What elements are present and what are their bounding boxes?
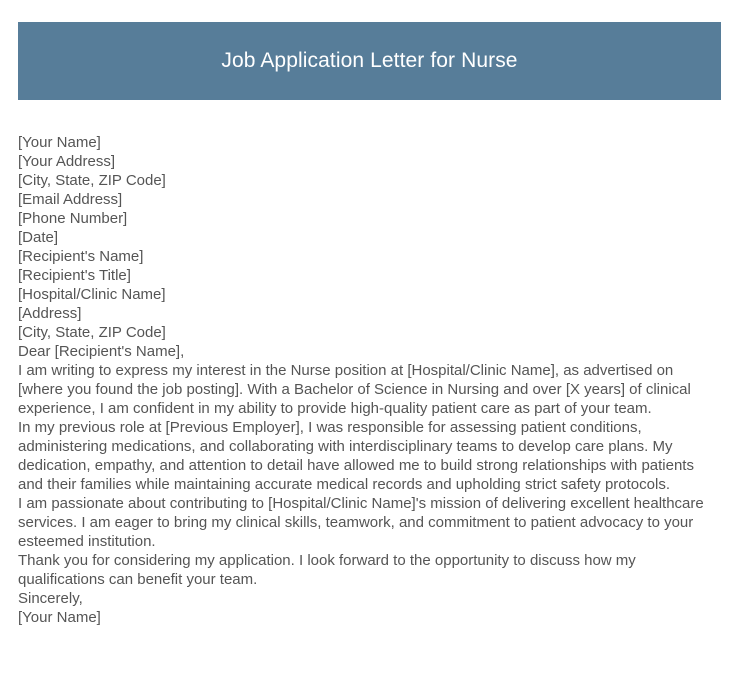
letter-line: [Email Address] xyxy=(18,191,123,208)
letter-line: [Your Name] xyxy=(18,134,101,151)
letter-closing: Sincerely, xyxy=(18,590,83,607)
letter-salutation: Dear [Recipient's Name], xyxy=(18,343,185,360)
letter-paragraph: In my previous role at [Previous Employer], I was responsible for assessing patient conditions, administering medications, and collaborating with interdisciplinary teams to develop care plans. My dedication, empathy, and attention to detail have allowed me to build strong relationships with patients and their families while maintaining accurate medical records and upholding strict safety protocols. xyxy=(18,419,694,493)
letter-line: [Address] xyxy=(18,305,82,322)
letter-line: [City, State, ZIP Code] xyxy=(18,172,166,189)
document-title-banner xyxy=(18,22,721,100)
letter-line: [Date] xyxy=(18,229,59,246)
letter-line: [City, State, ZIP Code] xyxy=(18,324,166,341)
letter-line: [Your Address] xyxy=(18,153,116,170)
letter-paragraph: I am writing to express my interest in the Nurse position at [Hospital/Clinic Name], as advertised on [where you found the job posting]. With a Bachelor of Science in Nursing and over [X years] of clinical experience, I am confident in my ability to provide high-quality patient care as part of your team. xyxy=(18,362,691,417)
letter-paragraph: Thank you for considering my application. I look forward to the opportunity to discuss how my qualifications can benefit your team. xyxy=(18,552,636,588)
page-title: Job Application Letter for Nurse xyxy=(221,49,518,73)
letter-line: [Hospital/Clinic Name] xyxy=(18,286,166,303)
letter-signature: [Your Name] xyxy=(18,609,101,626)
letter-line: [Phone Number] xyxy=(18,210,128,227)
letter-line: [Recipient's Title] xyxy=(18,267,131,284)
letter-line: [Recipient's Name] xyxy=(18,248,144,265)
letter-body xyxy=(18,133,722,627)
letter-paragraph: I am passionate about contributing to [Hospital/Clinic Name]'s mission of delivering excellent healthcare services. I am eager to bring my clinical skills, teamwork, and commitment to patient advocacy to your esteemed institution. xyxy=(18,495,704,550)
